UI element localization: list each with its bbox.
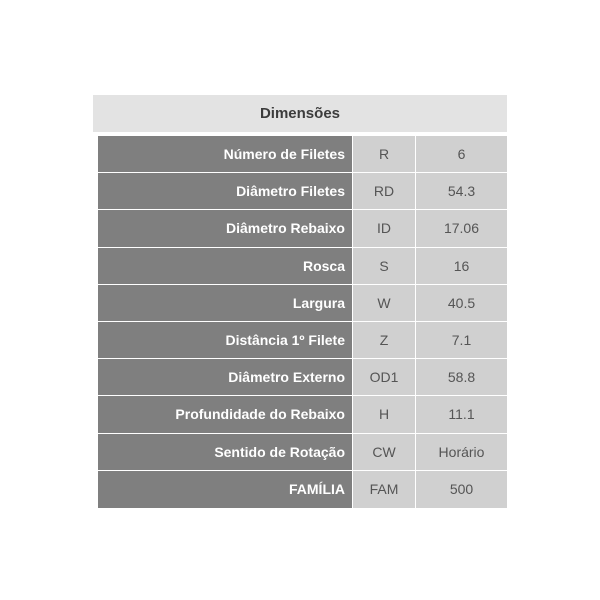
row-label: FAMÍLIA [98,471,352,508]
row-code: H [352,396,415,432]
table-row [98,471,507,508]
table-row [98,173,507,210]
row-label: Profundidade do Rebaixo [98,396,352,432]
row-value: 7.1 [415,322,507,358]
table-row [98,434,507,471]
row-label: Diâmetro Rebaixo [98,210,352,246]
row-code: Z [352,322,415,358]
row-value: 40.5 [415,285,507,321]
row-label: Distância 1º Filete [98,322,352,358]
table-body [98,136,507,508]
row-label: Diâmetro Filetes [98,173,352,209]
row-code: CW [352,434,415,470]
row-value: 16 [415,248,507,284]
table-row [98,210,507,247]
table-row [98,248,507,285]
row-value: 6 [415,136,507,172]
table-row [98,396,507,433]
row-value: 11.1 [415,396,507,432]
row-label: Sentido de Rotação [98,434,352,470]
table-title: Dimensões [93,95,507,132]
row-label: Diâmetro Externo [98,359,352,395]
row-code: OD1 [352,359,415,395]
row-code: S [352,248,415,284]
table-row [98,322,507,359]
row-label: Largura [98,285,352,321]
table-row [98,285,507,322]
row-code: R [352,136,415,172]
row-value: 500 [415,471,507,508]
row-code: ID [352,210,415,246]
row-value: 54.3 [415,173,507,209]
row-label: Rosca [98,248,352,284]
row-code: RD [352,173,415,209]
table-row [98,359,507,396]
dimensions-table [93,95,507,508]
row-value: 17.06 [415,210,507,246]
row-value: Horário [415,434,507,470]
row-value: 58.8 [415,359,507,395]
row-label: Número de Filetes [98,136,352,172]
row-code: FAM [352,471,415,508]
row-code: W [352,285,415,321]
table-row [98,136,507,173]
